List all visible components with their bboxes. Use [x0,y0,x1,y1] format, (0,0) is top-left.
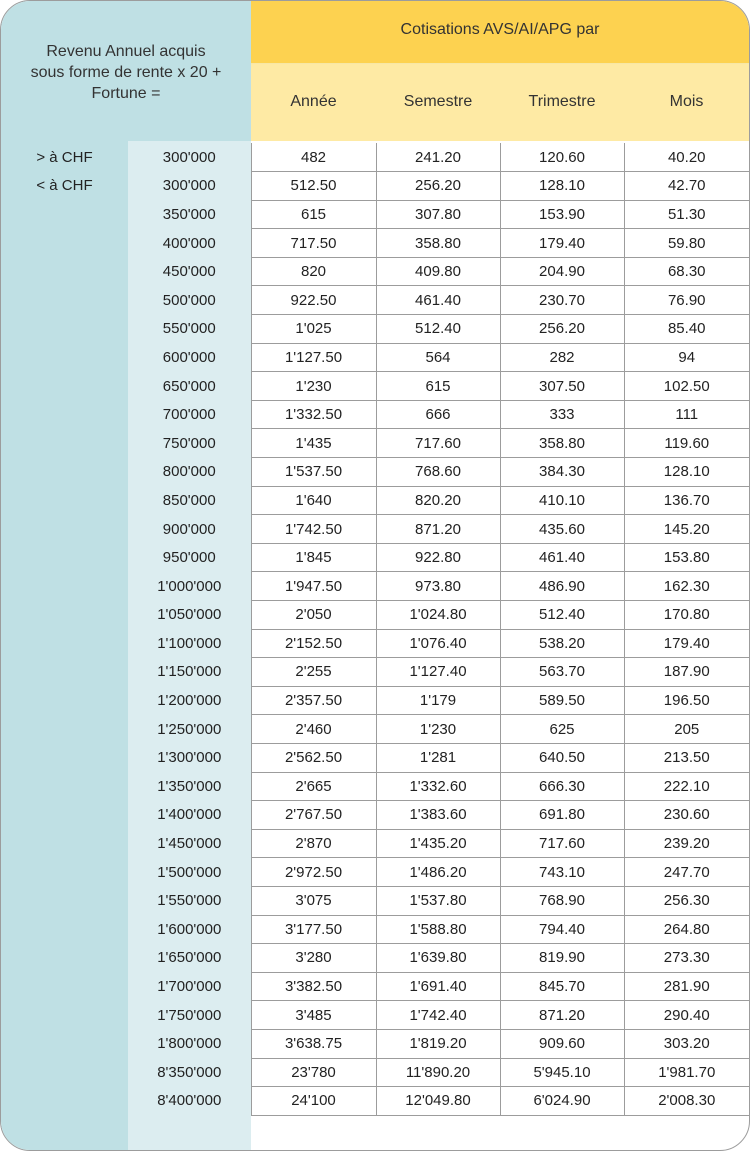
semestre-cell: 922.80 [376,543,500,572]
mois-cell: 1'981.70 [624,1058,749,1087]
row-label [1,886,128,915]
semestre-cell: 512.40 [376,315,500,344]
semestre-cell: 1'076.40 [376,629,500,658]
semestre-cell: 820.20 [376,486,500,515]
table-row [1,972,749,1001]
trimestre-cell: 666.30 [500,772,624,801]
mois-cell: 230.60 [624,801,749,830]
annee-cell: 1'845 [251,543,376,572]
semestre-cell: 12'049.80 [376,1087,500,1116]
trimestre-cell: 5'945.10 [500,1058,624,1087]
table-row [1,601,749,630]
row-label [1,572,128,601]
semestre-cell: 871.20 [376,515,500,544]
table-row [1,515,749,544]
semestre-cell: 1'024.80 [376,601,500,630]
table-row [1,229,749,258]
threshold-cell: 1'300'000 [157,749,222,767]
trimestre-cell: 6'024.90 [500,1087,624,1116]
mois-cell: 42.70 [624,172,749,201]
semestre-cell: 717.60 [376,429,500,458]
mois-cell: 68.30 [624,257,749,286]
trimestre-cell: 794.40 [500,915,624,944]
table-row [1,200,749,229]
semestre-cell: 1'588.80 [376,915,500,944]
threshold-cell: 8'350'000 [157,1063,222,1081]
trimestre-cell: 384.30 [500,458,624,487]
row-label [1,915,128,944]
threshold-cell: 350'000 [162,205,216,223]
semestre-cell: 256.20 [376,172,500,201]
trimestre-cell: 204.90 [500,257,624,286]
threshold-cell: 1'400'000 [157,806,222,824]
row-label [1,257,128,286]
table-row [1,1087,749,1116]
annee-cell: 1'025 [251,315,376,344]
income-header-line: sous forme de rente x 20 + [30,64,222,81]
contributions-header: Cotisations AVS/AI/APG par [400,21,600,38]
threshold-cell: 650'000 [162,377,216,395]
mois-cell: 170.80 [624,601,749,630]
trimestre-cell: 282 [500,343,624,372]
trimestre-cell: 179.40 [500,229,624,258]
income-header-line: Revenu Annuel acquis [46,43,206,60]
annee-cell: 2'665 [251,772,376,801]
annee-cell: 1'127.50 [251,343,376,372]
threshold-cell: 1'500'000 [157,863,222,881]
header-divider [251,63,749,64]
semestre-cell: 768.60 [376,458,500,487]
mois-cell: 162.30 [624,572,749,601]
row-label [1,429,128,458]
table-row [1,915,749,944]
trimestre-cell: 538.20 [500,629,624,658]
row-label [1,515,128,544]
column-header-annee: Année [290,93,337,110]
semestre-cell: 241.20 [376,143,500,172]
trimestre-cell: 435.60 [500,515,624,544]
mois-cell: 239.20 [624,829,749,858]
annee-cell: 482 [251,143,376,172]
semestre-cell: 11'890.20 [376,1058,500,1087]
annee-cell: 512.50 [251,172,376,201]
annee-cell: 1'947.50 [251,572,376,601]
row-label [1,743,128,772]
semestre-cell: 1'383.60 [376,801,500,830]
semestre-cell: 1'819.20 [376,1029,500,1058]
threshold-cell: 1'450'000 [157,835,222,853]
annee-cell: 1'742.50 [251,515,376,544]
threshold-cell: 950'000 [162,549,216,567]
row-label [1,543,128,572]
mois-cell: 222.10 [624,772,749,801]
table-row [1,172,749,201]
table-row [1,1029,749,1058]
semestre-cell: 564 [376,343,500,372]
mois-cell: 119.60 [624,429,749,458]
mois-cell: 40.20 [624,143,749,172]
threshold-cell: 1'050'000 [157,606,222,624]
row-label [1,229,128,258]
semestre-cell: 1'435.20 [376,829,500,858]
annee-cell: 3'485 [251,1001,376,1030]
annee-cell: 1'640 [251,486,376,515]
semestre-cell: 461.40 [376,286,500,315]
table-row [1,858,749,887]
mois-cell: 196.50 [624,686,749,715]
annee-cell: 24'100 [251,1087,376,1116]
mois-cell: 264.80 [624,915,749,944]
table-row [1,400,749,429]
trimestre-cell: 128.10 [500,172,624,201]
mois-cell: 111 [624,400,749,429]
annee-cell: 2'255 [251,658,376,687]
threshold-cell: 1'150'000 [157,663,222,681]
mois-cell: 51.30 [624,200,749,229]
trimestre-cell: 307.50 [500,372,624,401]
trimestre-cell: 230.70 [500,286,624,315]
table-row [1,343,749,372]
table-row [1,715,749,744]
semestre-cell: 615 [376,372,500,401]
threshold-cell: 450'000 [162,263,216,281]
semestre-cell: 1'127.40 [376,658,500,687]
mois-cell: 128.10 [624,458,749,487]
semestre-cell: 358.80 [376,229,500,258]
row-label [1,372,128,401]
threshold-cell: 1'100'000 [157,634,222,652]
row-label [1,829,128,858]
income-header [1,41,251,104]
trimestre-cell: 512.40 [500,601,624,630]
row-label [1,486,128,515]
threshold-cell: 1'250'000 [157,720,222,738]
annee-cell: 3'638.75 [251,1029,376,1058]
table-row [1,829,749,858]
contributions-grid [1,143,749,1116]
mois-cell: 303.20 [624,1029,749,1058]
semestre-cell: 1'230 [376,715,500,744]
mois-cell: 153.80 [624,543,749,572]
table-row [1,543,749,572]
threshold-cell: 8'400'000 [157,1092,222,1110]
table-row [1,1058,749,1087]
trimestre-cell: 563.70 [500,658,624,687]
semestre-cell: 1'486.20 [376,858,500,887]
threshold-cell: 1'750'000 [157,1006,222,1024]
trimestre-cell: 845.70 [500,972,624,1001]
table-row [1,743,749,772]
annee-cell: 717.50 [251,229,376,258]
table-row [1,629,749,658]
mois-cell: 136.70 [624,486,749,515]
column-header-mois: Mois [669,93,704,110]
threshold-cell: 1'350'000 [157,777,222,795]
grid-body [1,143,749,1115]
threshold-cell: 500'000 [162,291,216,309]
row-label [1,400,128,429]
trimestre-cell: 410.10 [500,486,624,515]
annee-cell: 23'780 [251,1058,376,1087]
row-label [1,772,128,801]
trimestre-cell: 768.90 [500,886,624,915]
row-label [1,286,128,315]
mois-cell: 145.20 [624,515,749,544]
row-label [1,343,128,372]
mois-cell: 2'008.30 [624,1087,749,1116]
trimestre-cell: 486.90 [500,572,624,601]
threshold-cell: 300'000 [162,148,216,166]
annee-cell: 820 [251,257,376,286]
table-row [1,572,749,601]
trimestre-cell: 461.40 [500,543,624,572]
annee-cell: 2'767.50 [251,801,376,830]
row-label [1,801,128,830]
annee-cell: 1'230 [251,372,376,401]
trimestre-cell: 120.60 [500,143,624,172]
semestre-cell: 973.80 [376,572,500,601]
row-label [1,601,128,630]
trimestre-cell: 691.80 [500,801,624,830]
threshold-cell: 1'000'000 [157,577,222,595]
trimestre-cell: 819.90 [500,944,624,973]
trimestre-cell: 589.50 [500,686,624,715]
threshold-cell: 750'000 [162,434,216,452]
trimestre-cell: 871.20 [500,1001,624,1030]
table-row [1,143,749,172]
threshold-cell: 1'650'000 [157,949,222,967]
annee-cell: 1'537.50 [251,458,376,487]
table-row [1,772,749,801]
table-row [1,429,749,458]
threshold-cell: 1'600'000 [157,920,222,938]
mois-cell: 213.50 [624,743,749,772]
trimestre-cell: 640.50 [500,743,624,772]
annee-cell: 3'382.50 [251,972,376,1001]
mois-cell: 187.90 [624,658,749,687]
table-row [1,1001,749,1030]
table-row [1,658,749,687]
annee-cell: 2'050 [251,601,376,630]
threshold-cell: 900'000 [162,520,216,538]
annee-cell: 1'435 [251,429,376,458]
row-label [1,629,128,658]
row-label [1,715,128,744]
mois-cell: 94 [624,343,749,372]
threshold-cell: 800'000 [162,463,216,481]
trimestre-cell: 256.20 [500,315,624,344]
table-row [1,944,749,973]
annee-cell: 2'972.50 [251,858,376,887]
threshold-cell: 1'800'000 [157,1035,222,1053]
mois-cell: 102.50 [624,372,749,401]
row-label [1,658,128,687]
annee-cell: 2'562.50 [251,743,376,772]
semestre-cell: 1'742.40 [376,1001,500,1030]
semestre-cell: 307.80 [376,200,500,229]
table-row [1,458,749,487]
row-label [1,1029,128,1058]
annee-cell: 2'460 [251,715,376,744]
mois-cell: 256.30 [624,886,749,915]
row-label: < à CHF [36,177,93,195]
semestre-cell: 1'281 [376,743,500,772]
trimestre-cell: 717.60 [500,829,624,858]
table-row [1,286,749,315]
threshold-cell: 400'000 [162,234,216,252]
table-row [1,372,749,401]
row-label [1,858,128,887]
semestre-cell: 1'179 [376,686,500,715]
mois-cell: 247.70 [624,858,749,887]
threshold-cell: 600'000 [162,348,216,366]
mois-cell: 205 [624,715,749,744]
semestre-cell: 1'537.80 [376,886,500,915]
threshold-cell: 1'200'000 [157,692,222,710]
trimestre-cell: 153.90 [500,200,624,229]
table-row [1,686,749,715]
threshold-cell: 1'550'000 [157,892,222,910]
table-row [1,315,749,344]
annee-cell: 2'357.50 [251,686,376,715]
mois-cell: 76.90 [624,286,749,315]
semestre-cell: 1'332.60 [376,772,500,801]
column-header-trimestre: Trimestre [528,93,596,110]
threshold-cell: 850'000 [162,491,216,509]
trimestre-cell: 743.10 [500,858,624,887]
semestre-cell: 409.80 [376,257,500,286]
annee-cell: 615 [251,200,376,229]
trimestre-cell: 909.60 [500,1029,624,1058]
annee-cell: 3'280 [251,944,376,973]
annee-cell: 922.50 [251,286,376,315]
mois-cell: 273.30 [624,944,749,973]
annee-cell: 2'870 [251,829,376,858]
semestre-cell: 1'691.40 [376,972,500,1001]
table-row [1,801,749,830]
row-label [1,315,128,344]
table-row [1,886,749,915]
trimestre-cell: 333 [500,400,624,429]
mois-cell: 179.40 [624,629,749,658]
row-label [1,944,128,973]
annee-cell: 2'152.50 [251,629,376,658]
semestre-cell: 666 [376,400,500,429]
mois-cell: 85.40 [624,315,749,344]
table-row [1,486,749,515]
threshold-cell: 550'000 [162,320,216,338]
row-label [1,200,128,229]
row-label [1,686,128,715]
semestre-cell: 1'639.80 [376,944,500,973]
annee-cell: 3'177.50 [251,915,376,944]
column-header-semestre: Semestre [403,93,473,110]
annee-cell: 1'332.50 [251,400,376,429]
row-label [1,972,128,1001]
row-label [1,1001,128,1030]
income-header-line: Fortune = [91,85,161,102]
threshold-cell: 1'700'000 [157,978,222,996]
row-label [1,458,128,487]
mois-cell: 59.80 [624,229,749,258]
annee-cell: 3'075 [251,886,376,915]
trimestre-cell: 625 [500,715,624,744]
row-label [1,1087,128,1116]
mois-cell: 290.40 [624,1001,749,1030]
table-row [1,257,749,286]
threshold-cell: 700'000 [162,406,216,424]
mois-cell: 281.90 [624,972,749,1001]
threshold-cell: 300'000 [162,177,216,195]
trimestre-cell: 358.80 [500,429,624,458]
row-label: > à CHF [36,148,93,166]
row-label [1,1058,128,1087]
